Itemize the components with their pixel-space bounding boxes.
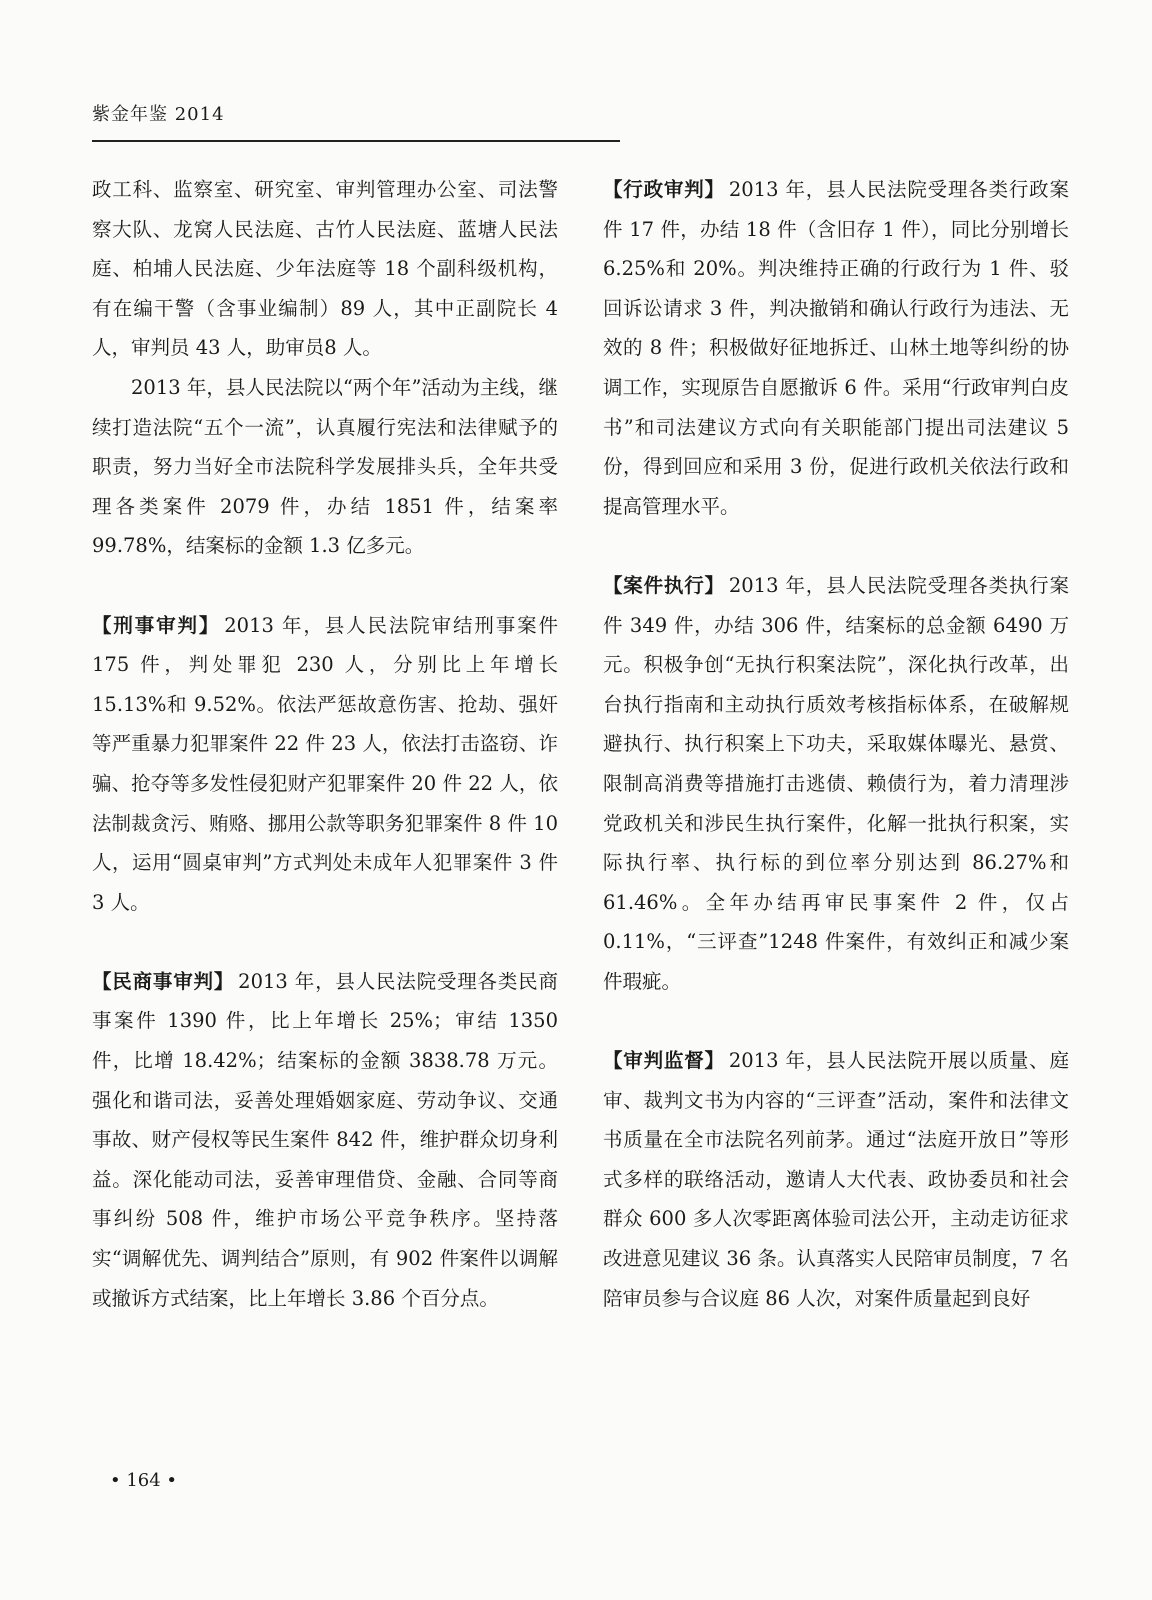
criminal-text: 2013 年，县人民法院审结刑事案件 175 件，判处罪犯 230 人，分别比上年增长 15.13%和 9.52%。依法严惩故意伤害、抢劫、强奸等严重暴力犯罪案件 22 件 23 人，依法打击盗窃、诈骗、抢夺等多发性侵犯财产犯罪案件 20 件 22 人，依法制裁贪污、贿赂、挪用公款等职务犯罪案件 8 件 10 人，运用“圆桌审判”方式判处未成年人犯罪案件 3 件 3 人。 [92,613,558,914]
supervision-heading: 【审判监督】 [603,1049,725,1073]
criminal-section [92,606,558,923]
intro-paragraph: 政工科、监察室、研究室、审判管理办公室、司法警察大队、龙窝人民法庭、古竹人民法庭、蓝塘人民法庭、柏埔人民法庭、少年法庭等 18 个副科级机构，有在编干警（含事业编制）89 人，其中正副院长 4 人，审判员 43 人，助审员8 人。 [92,178,558,360]
execution-section [603,566,1069,1002]
page-number: • 164 • [110,1470,178,1491]
administrative-heading: 【行政审判】 [603,178,725,201]
supervision-text: 2013 年，县人民法院开展以质量、庭审、裁判文书为内容的“三评查”活动，案件和法律文书质量在全市法院名列前茅。通过“法庭开放日”等形式多样的联络活动，邀请人大代表、政协委员和社会群众 600 多人次零距离体验司法公开，主动走访征求改进意见建议 36 条。认真落实人民陪审员制度，7 名陪审员参与合议庭 86 人次，对案件质量起到良好 [603,1049,1069,1310]
execution-heading: 【案件执行】 [603,573,725,597]
section-gap [603,526,1069,566]
criminal-heading: 【刑事审判】 [92,613,221,637]
right-column [603,170,1069,1318]
execution-text: 2013 年，县人民法院受理各类执行案件 349 件，办结 306 件，结案标的总金额 6490 万元。积极争创“无执行积案法院”，深化执行改革，出台执行指南和主动执行质效考核指标体系，在破解规避执行、执行积案上下功夫，采取媒体曝光、悬赏、限制高消费等措施打击逃债、赖债行为，着力清理涉党政机关和涉民生执行案件，化解一批执行积案，实际执行率、执行标的到位率分别达到 86.27%和 61.46%。全年办结再审民事案件 2 件，仅占 0.11%，“三评查”1248 件案件，有效纠正和减少案件瑕疵。 [603,573,1069,993]
header-rule [92,140,620,142]
administrative-section [603,170,1069,526]
section-gap [92,566,558,606]
civil-section [92,962,558,1318]
administrative-text: 2013 年，县人民法院受理各类行政案件 17 件，办结 18 件（含旧存 1 件），同比分别增长 6.25%和 20%。判决维持正确的行政行为 1 件、驳回诉讼请求 3 件，判决撤销和确认行政行为违法、无效的 8 件；积极做好征地拆迁、山林土地等纠纷的协调工作，实现原告自愿撤诉 6 件。采用“行政审判白皮书”和司法建议方式向有关职能部门提出司法建议 5 份，得到回应和采用 3 份，促进行政机关依法行政和提高管理水平。 [603,178,1069,518]
section-gap [92,922,558,962]
civil-heading: 【民商事审判】 [92,969,235,993]
running-header: 紫金年鉴 2014 [92,104,225,125]
left-column [92,170,558,1318]
summary-paragraph: 2013 年，县人民法院以“两个年”活动为主线，继续打造法院“五个一流”，认真履行宪法和法律赋予的职责，努力当好全市法院科学发展排头兵，全年共受理各类案件 2079 件，办结 1851 件，结案率 99.78%，结案标的金额 1.3 亿多元。 [92,375,558,558]
supervision-section [603,1041,1069,1318]
civil-text: 2013 年，县人民法院受理各类民商事案件 1390 件，比上年增长 25%；审结 1350 件，比增 18.42%；结案标的金额 3838.78 万元。强化和谐司法，妥善处理婚姻家庭、劳动争议、交通事故、财产侵权等民生案件 842 件，维护群众切身利益。深化能动司法，妥善审理借贷、金融、合同等商事纠纷 508 件，维护市场公平竞争秩序。坚持落实“调解优先、调判结合”原则，有 902 件案件以调解或撤诉方式结案，比上年增长 3.86 个百分点。 [92,969,558,1310]
section-gap [603,1001,1069,1041]
